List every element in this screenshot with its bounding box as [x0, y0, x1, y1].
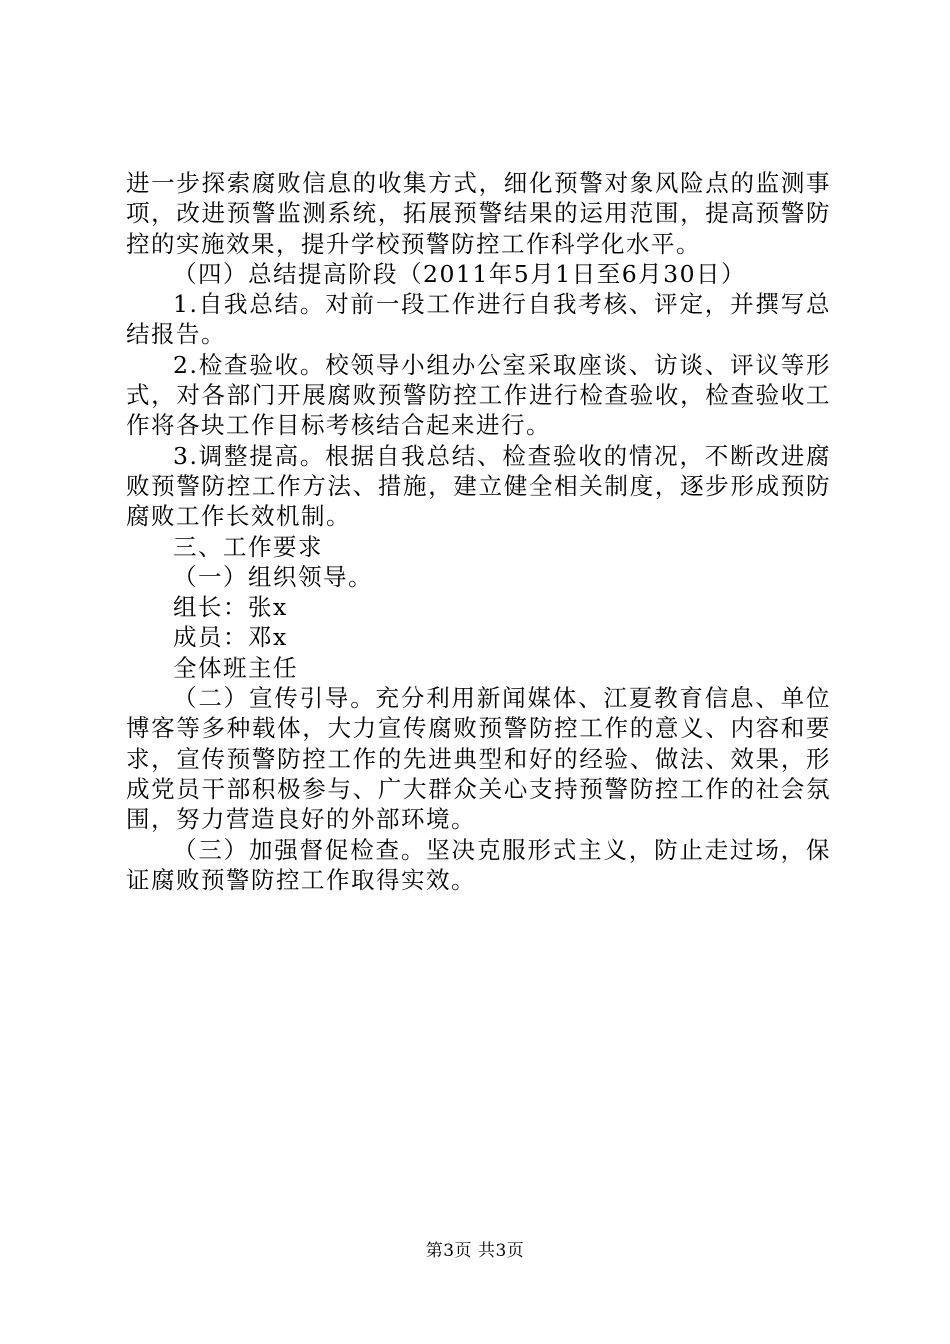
line-members: 成员：邓x [173, 623, 288, 652]
heading-organization: （一）组织领导。 [173, 562, 373, 591]
paragraph-continuation: 进一步探索腐败信息的收集方式，细化预警对象风险点的监测事项，改进预警监测系统，拓展预警结果的运用范围，提高预警防控的实施效果，提升学校预警防控工作科学化水平。 [126, 169, 831, 258]
page-footer: 第3页 共3页 [425, 1241, 525, 1261]
line-group-leader: 组长：张x [173, 593, 288, 622]
paragraph-adjustment: 3.调整提高。根据自我总结、检查验收的情况，不断改进腐败预警防控工作方法、措施，建立健全相关制度，逐步形成预防腐败工作长效机制。 [126, 441, 831, 531]
heading-work-requirements: 三、工作要求 [173, 532, 323, 561]
paragraph-publicity: （二）宣传引导。充分利用新闻媒体、江夏教育信息、单位博客等多种载体，大力宣传腐败预警防控工作的意义、内容和要求，宣传预警防控工作的先进典型和好的经验、做法、效果，形成党员干部积极参与、广大群众关心支持预警防控工作的社会氛围，努力营造良好的外部环境。 [126, 684, 831, 834]
document-body [126, 168, 831, 895]
heading-stage-four: （四）总结提高阶段（2011年5月1日至6月30日） [173, 259, 747, 288]
line-all-head-teachers: 全体班主任 [173, 653, 298, 682]
paragraph-self-summary: 1.自我总结。对前一段工作进行自我考核、评定，并撰写总结报告。 [126, 290, 831, 349]
paragraph-supervision: （三）加强督促检查。坚决克服形式主义，防止走过场，保证腐败预警防控工作取得实效。 [126, 835, 831, 894]
paragraph-inspection: 2.检查验收。校领导小组办公室采取座谈、访谈、评议等形式，对各部门开展腐败预警防控工作进行检查验收，检查验收工作将各块工作目标考核结合起来进行。 [126, 350, 831, 440]
